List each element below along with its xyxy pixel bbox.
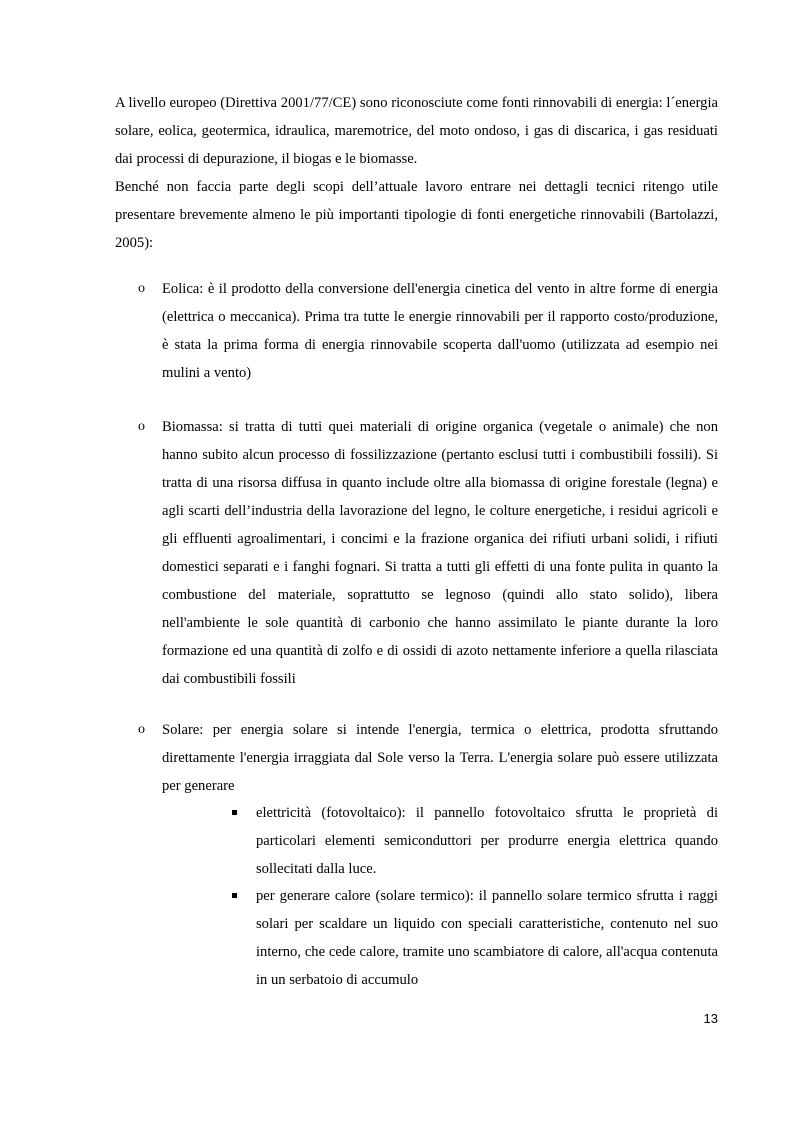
- list-item-text: Biomassa: si tratta di tutti quei materiali di origine organica (vegetale o animale) che non hanno subito alcun processo di fossilizzazione (pertanto esclusi tutti i combustibili fossili). Si tratta di una risorsa diffusa in quanto include oltre alla biomassa di origine forestale (legna) e agli scarti dell’industria della lavorazione del legno, le colture energetiche, i residui agricoli e gli effluenti agroalimentari, i concimi e la frazione organica dei rifiuti urbani solidi, i rifiuti domestici separati e i fanghi fognari. Si tratta a tutti gli effetti di una fonte pulita in quanto la combustione del materiale, soprattutto se legnoso (quindi allo stato solido), libera nell'ambiente le sole quantità di carbonio che hanno assimilato le piante durante la loro formazione ed una quantità di zolfo e di ossidi di azoto nettamente inferiore a quella rilasciata dai combustibili fossili: [162, 419, 718, 687]
- sublist-item-text: elettricità (fotovoltaico): il pannello fotovoltaico sfrutta le proprietà di particolari elementi semiconduttori per produrre energia elettrica quando sollecitati dalla luce.: [256, 805, 718, 877]
- square-bullet-icon: [232, 810, 237, 815]
- list-item-text: Eolica: è il prodotto della conversione dell'energia cinetica del vento in altre forme di energia (elettrica o meccanica). Prima tra tutte le energie rinnovabili per il rapporto costo/produzione, è stata la prima forma di energia rinnovabile scoperta dall'uomo (utilizzata ad esempio nei mulini a vento): [162, 281, 718, 381]
- sublist-item-text: per generare calore (solare termico): il pannello solare termico sfrutta i raggi solari per scaldare un liquido con speciali caratteristiche, contenuto nel suo interno, che cede calore, tramite uno scambiatore di calore, all'acqua contenuta in un serbatoio di accumulo: [256, 888, 718, 988]
- circle-bullet-icon: o: [138, 722, 145, 737]
- page-number: 13: [703, 1011, 718, 1026]
- circle-bullet-icon: o: [138, 419, 145, 434]
- square-bullet-icon: [232, 893, 237, 898]
- intro-paragraph-1: A livello europeo (Direttiva 2001/77/CE) sono riconosciute come fonti rinnovabili di energia: l´energia solare, eolica, geotermica, idraulica, maremotrice, del moto ondoso, i gas di discarica, i gas residuati dai processi di depurazione, il biogas e le biomasse.: [115, 95, 718, 167]
- circle-bullet-icon: o: [138, 281, 145, 296]
- list-item-text: Solare: per energia solare si intende l'energia, termica o elettrica, prodotta sfruttando direttamente l'energia irraggiata dal Sole verso la Terra. L'energia solare può essere utilizzata per generare: [162, 722, 718, 794]
- intro-paragraph-2: Benché non faccia parte degli scopi dell’attuale lavoro entrare nei dettagli tecnici ritengo utile presentare brevemente almeno le più importanti tipologie di fonti energetiche rinnovabili (Bartolazzi, 2005):: [115, 179, 718, 251]
